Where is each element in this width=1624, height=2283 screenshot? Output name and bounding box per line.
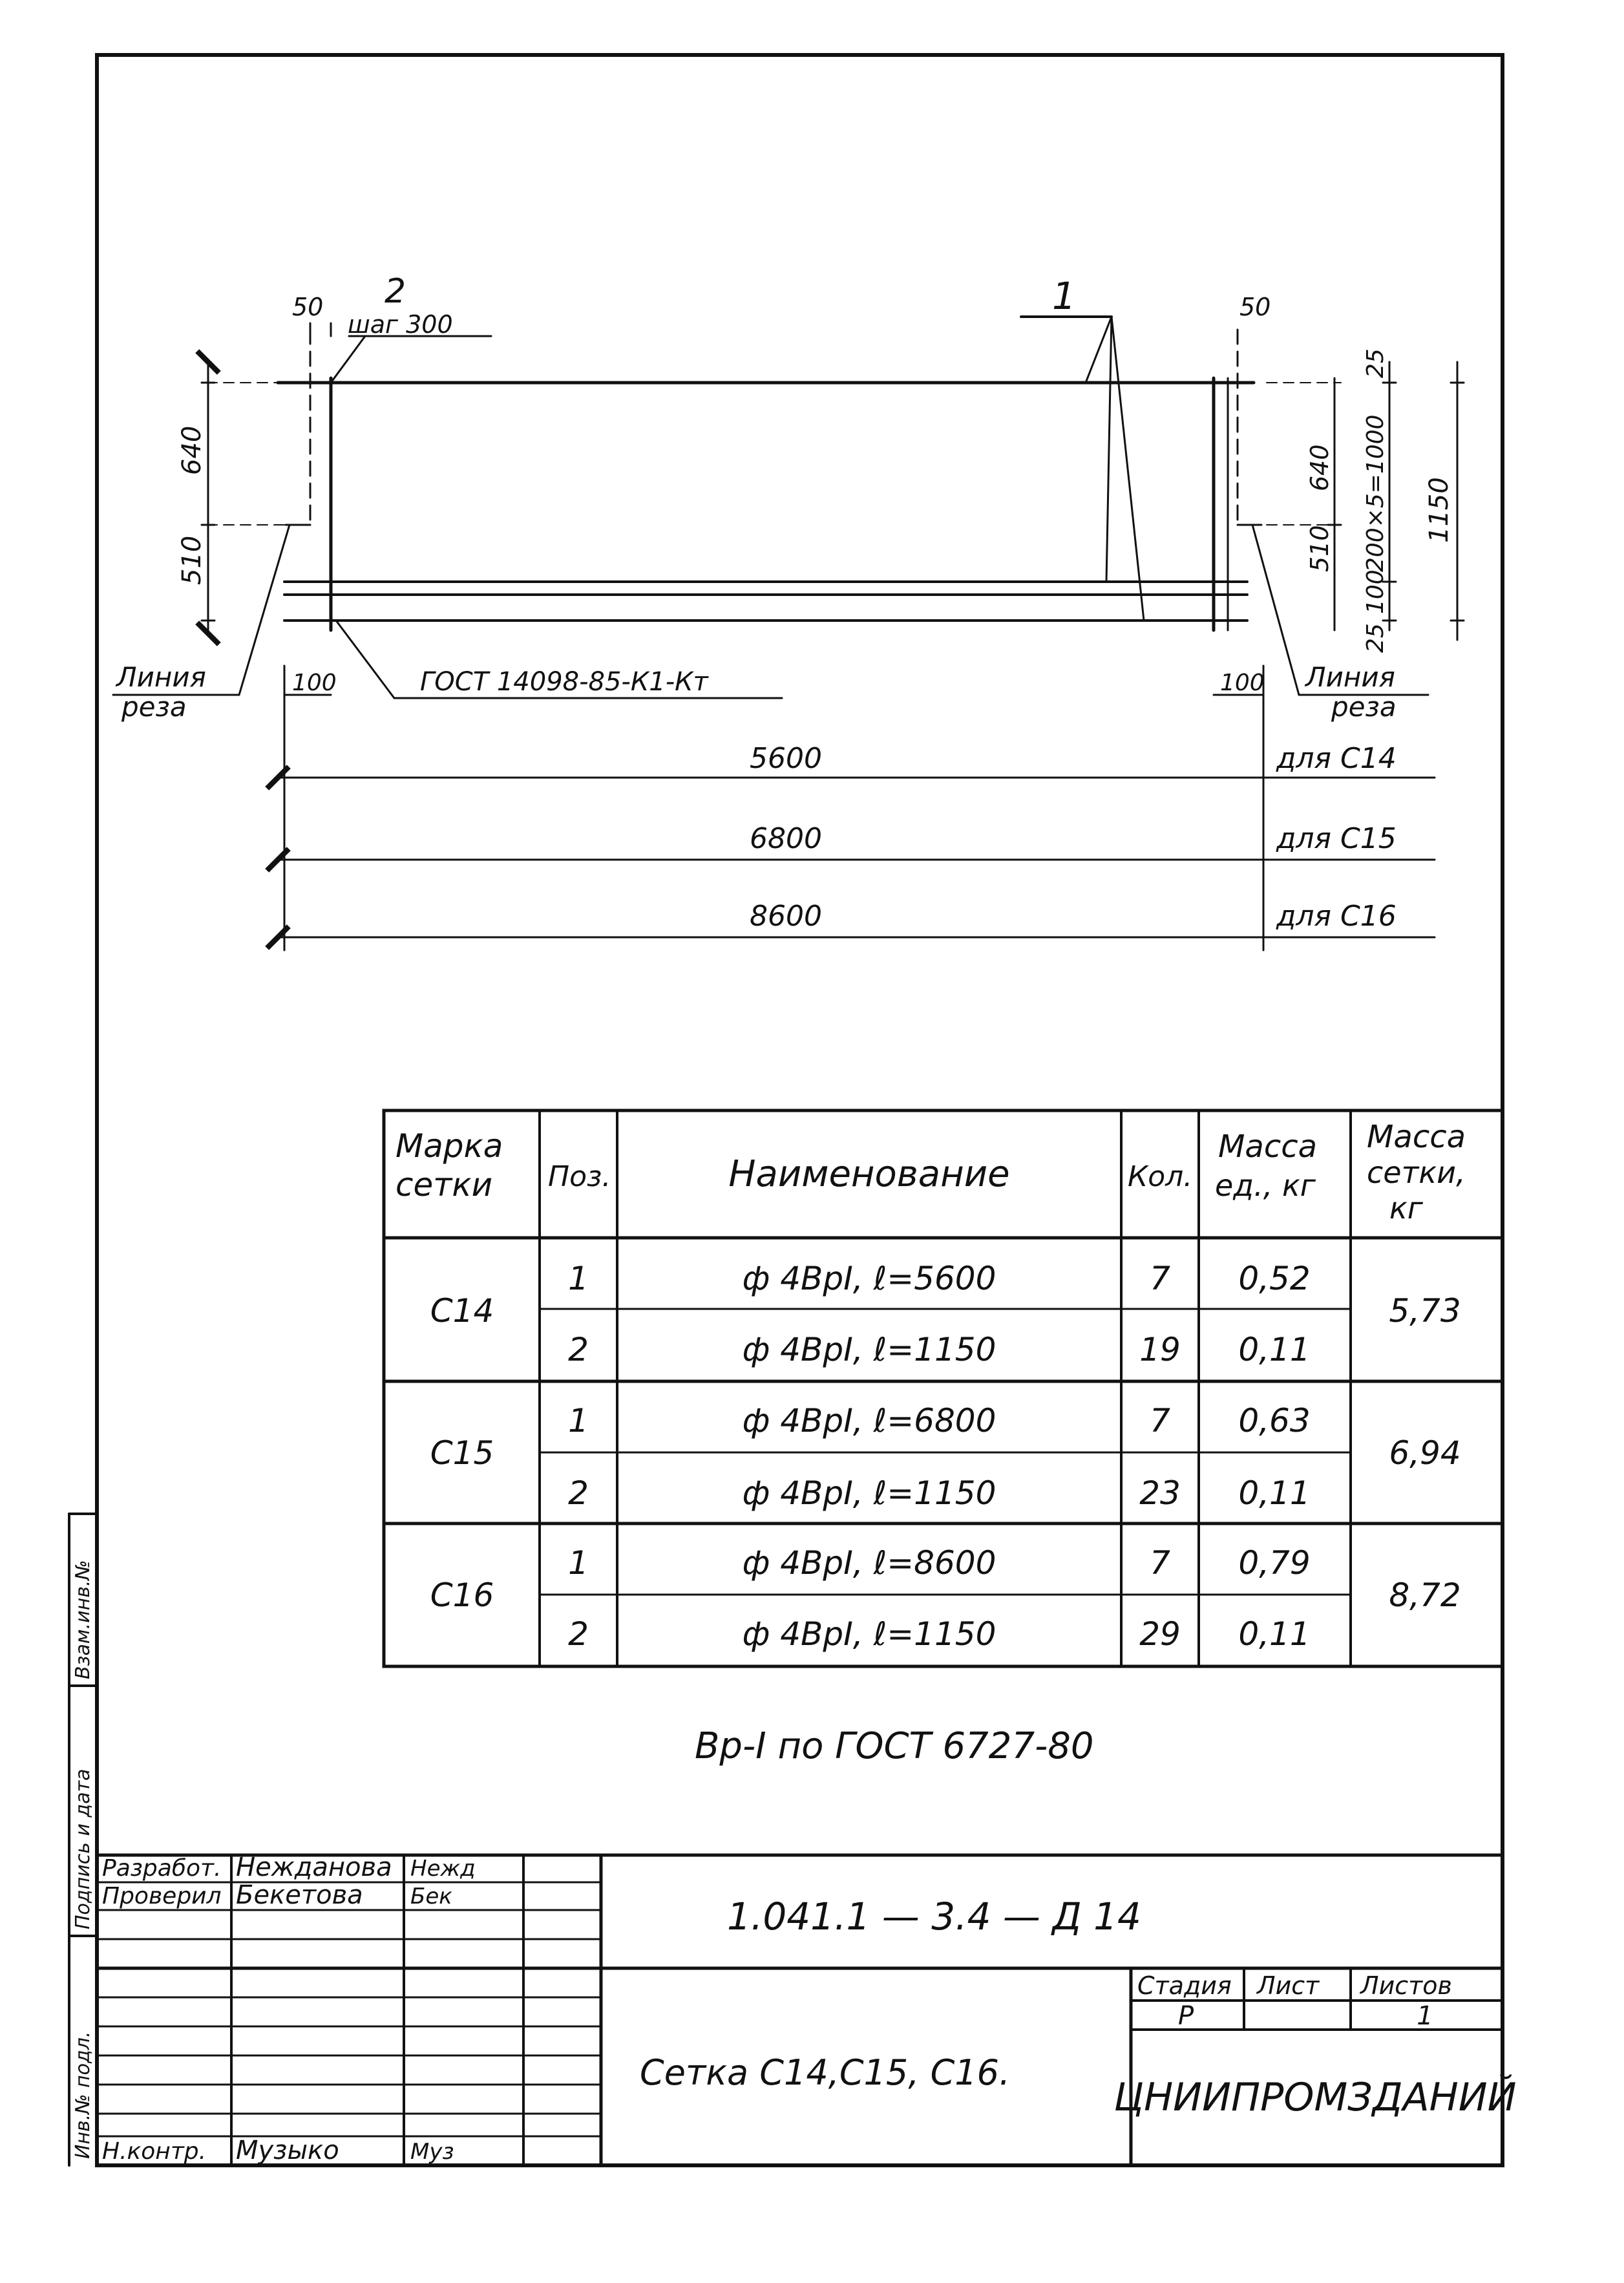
length-dim-c16 [278,900,1435,937]
sheets-value: 1 [1417,2001,1433,2031]
length-value: 6800 [750,822,822,855]
header-qty: Кол. [1128,1160,1193,1193]
name-cell: ф 4ВрI, ℓ=6800 [742,1402,997,1439]
sheet-label: Лист [1257,1971,1320,2000]
cut-line-right-label-1: Линия [1305,661,1395,693]
name-cell: ф 4ВрI, ℓ=1150 [742,1615,997,1653]
pos-cell: 1 [568,1402,589,1439]
cut-line-left-label-2: реза [121,691,187,723]
pos-cell: 1 [568,1544,589,1582]
role-developed: Разработ. [102,1855,222,1882]
length-note: для С16 [1276,900,1397,933]
qty-cell: 7 [1150,1402,1170,1439]
mesh-mass-cell: 5,73 [1389,1292,1461,1330]
organization: ЦНИИПРОМЗДАНИЙ [1113,2075,1517,2120]
unit-mass-cell: 0,11 [1238,1615,1311,1653]
document-code: 1.041.1 — 3.4 — Д 14 [727,1895,1141,1938]
qty-cell: 7 [1150,1544,1170,1582]
header-mark-1: Марка [395,1127,503,1165]
header-unit-mass-1: Масса [1218,1129,1318,1165]
cut-line-right-label-2: реза [1331,691,1397,723]
qty-cell: 29 [1139,1615,1181,1653]
dim-640-left: 640 [177,425,207,475]
header-mesh-mass-3: кг [1389,1191,1423,1226]
stage-label: Стадия [1137,1971,1232,2000]
qty-cell: 19 [1139,1331,1181,1368]
length-dim-c14 [278,742,1435,778]
length-note: для С15 [1276,822,1397,855]
side-stamp-inv: Инв.№ подл. [72,2031,94,2159]
header-mark-2: сетки [395,1166,493,1204]
side-stamp [69,1514,97,2165]
dim-25-bottom: 25 [1362,623,1389,653]
header-name: Наименование [728,1153,1010,1195]
signature-checked: Бек [410,1884,452,1909]
name-cell: ф 4ВрI, ℓ=8600 [742,1544,997,1582]
signature-norm-control: Муз [410,2139,454,2165]
dim-510-left: 510 [177,535,207,585]
side-stamp-replace: Взам.инв.№ [72,1560,94,1679]
unit-mass-cell: 0,11 [1238,1474,1311,1512]
unit-mass-cell: 0,52 [1238,1260,1311,1297]
table-group-c14 [430,1260,1461,1368]
qty-cell: 23 [1139,1474,1181,1512]
header-unit-mass-2: ед., кг [1215,1168,1316,1203]
dim-510-right: 510 [1305,525,1334,572]
length-note: для С14 [1276,742,1397,775]
leader-2-label: 2 [385,272,406,311]
spec-table [384,1110,1503,1666]
side-stamp-sign: Подпись и дата [72,1768,94,1929]
mark-cell: С16 [430,1577,494,1614]
name-cell: ф 4ВрI, ℓ=1150 [742,1474,997,1512]
name-developed: Нежданова [236,1853,392,1882]
name-checked: Бекетова [236,1880,363,1910]
table-group-c15 [430,1402,1461,1512]
mesh-mass-cell: 8,72 [1389,1577,1461,1614]
length-dim-c15 [278,822,1435,860]
mesh-mass-cell: 6,94 [1389,1434,1461,1472]
stage-value: Р [1177,2001,1194,2031]
cut-line-left-label-1: Линия [116,661,206,693]
role-checked: Проверил [102,1883,222,1909]
mark-cell: С15 [430,1434,494,1472]
name-norm-control: Музыко [236,2136,339,2165]
dim-25-top: 25 [1362,348,1389,378]
unit-mass-cell: 0,11 [1238,1331,1311,1368]
pos-cell: 2 [568,1474,589,1512]
role-norm-control: Н.контр. [102,2138,207,2165]
pos-cell: 2 [568,1331,589,1368]
dim-640-right: 640 [1305,444,1334,491]
unit-mass-cell: 0,79 [1238,1544,1311,1582]
header-mesh-mass-2: сетки, [1367,1155,1466,1190]
table-group-c16 [430,1544,1461,1653]
dim-50-right: 50 [1239,293,1271,321]
qty-cell: 7 [1150,1260,1170,1297]
dim-spacing: 200×5=1000 [1362,414,1389,572]
name-cell: ф 4ВрI, ℓ=5600 [742,1260,997,1297]
pos-cell: 1 [568,1260,589,1297]
leader-1-label: 1 [1052,274,1076,318]
step-label: шаг 300 [348,310,453,339]
signature-developed: Нежд [410,1856,476,1882]
length-value: 8600 [750,900,822,933]
title-block [97,1853,1517,2165]
gost-label: ГОСТ 14098-85-К1-Кт [420,667,708,697]
dim-1150: 1150 [1424,477,1454,543]
mesh-drawing [113,272,1464,950]
pos-cell: 2 [568,1615,589,1653]
header-pos: Поз. [548,1160,611,1193]
dim-100-right: 100 [1220,670,1265,696]
unit-mass-cell: 0,63 [1238,1402,1311,1439]
sheets-label: Листов [1360,1971,1452,2000]
length-value: 5600 [750,742,822,775]
document-title: Сетка С14,С15, С16. [640,2052,1011,2093]
name-cell: ф 4ВрI, ℓ=1150 [742,1331,997,1368]
header-mesh-mass-1: Масса [1367,1119,1466,1155]
dim-100-right-vertical: 100 [1362,569,1389,614]
mark-cell: С14 [430,1292,494,1330]
dim-50-left: 50 [292,293,324,321]
steel-note: Вр-I по ГОСТ 6727-80 [695,1725,1094,1767]
dim-100-left: 100 [292,670,337,696]
